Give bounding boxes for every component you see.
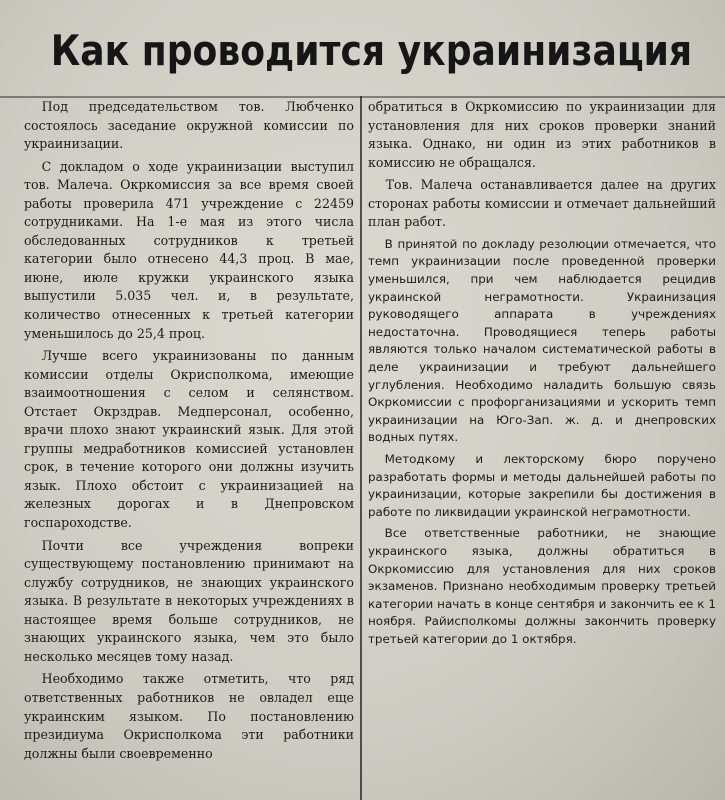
paragraph-hiring: Почти все учреждения вопреки существующему постановлению принимают на службу сотрудников, не знающих украинского языка. В результате в некоторых учреждениях в настоящее время больше сотрудников, не знающих украинского языка, чем это было несколько месяцев тому назад. [24, 537, 354, 664]
paragraph-report: С докладом о ходе украинизации выступил тов. Малеча. Окркомиссия за все время своей работы проверила 471 учреждение с 22459 сотрудниками. На 1-е мая из этого числа обследованных сотрудников к третьей категории было отнесено 44,3 проц. В мае, июне, июле кружки украинского языка выпустили 5.035 чел. и, в результате, количество отнесенных к третьей категории уменьшилось до 25,4 проц. [24, 158, 354, 341]
right-column [368, 98, 716, 800]
paragraph-methods: Методкому и лекторскому бюро поручено разработать формы и методы дальнейшей работы по украинизации, которые закрепили бы достижения в работе по ликвидации украинской неграмотности. [368, 451, 716, 519]
paragraph-exams: Все ответственные работники, не знающие украинского языка, должны обратиться в Окркомиссию для установления для них сроков экзаменов. Признано необходимым проверку третьей категории начать в конце сентября и закончить ее к 1 ноября. Райисполкомы должны закончить проверку третьей категории до 1 октября. [368, 526, 716, 646]
column-divider [360, 96, 362, 800]
paragraph-intro: Под председательством тов. Любченко состоялось заседание окружной комиссии по украинизации. [24, 99, 354, 152]
paragraph-departments: Лучше всего украинизованы по данным комиссии отделы Окрисполкома, имеющие взаимоотношения с селом и селянством. Отстает Окрздрав. Медперсонал, особенно, врачи плохо знают украинский язык. Для этой группы медработников комиссией установлен срок, в течение которого они должны изучить язык. Плохо обстоит с украинизацией на железных дорогах и в Днепровском госпароходстве. [24, 348, 354, 531]
paragraph-continuation: обратиться в Окркомиссию по украинизации для установления для них сроков проверки знаний языка. Однако, ни один из этих работников в комиссию не обращался. [368, 99, 716, 170]
paragraph-plan: Тов. Малеча останавливается далее на других сторонах работы комиссии и отмечает дальнейший план работ. [368, 177, 716, 230]
paragraph-officials: Необходимо также отметить, что ряд ответственных работников не овладел еще украинским языком. По постановлению президиума Окрисполкома эти работники должны были своевременно [24, 671, 354, 761]
paragraph-resolution: В принятой по докладу резолюции отмечается, что темп украинизации после проведенной проверки уменьшился, при чем наблюдается рецидив украинской неграмотности. Украинизация руководящего аппарата в учреждениях недостаточна. Проводящиеся теперь работы являются только началом систематической работы в деле украинизации и требуют дальнейшего углубления. Необходимо наладить большую связь Окркомиссии с профорганизациями и ускорить темп украинизации на Юго-Зап. ж. д. и днепровских водных путях. [368, 236, 716, 445]
left-column [24, 98, 354, 800]
article-headline: Как проводится украинизация [50, 26, 693, 75]
